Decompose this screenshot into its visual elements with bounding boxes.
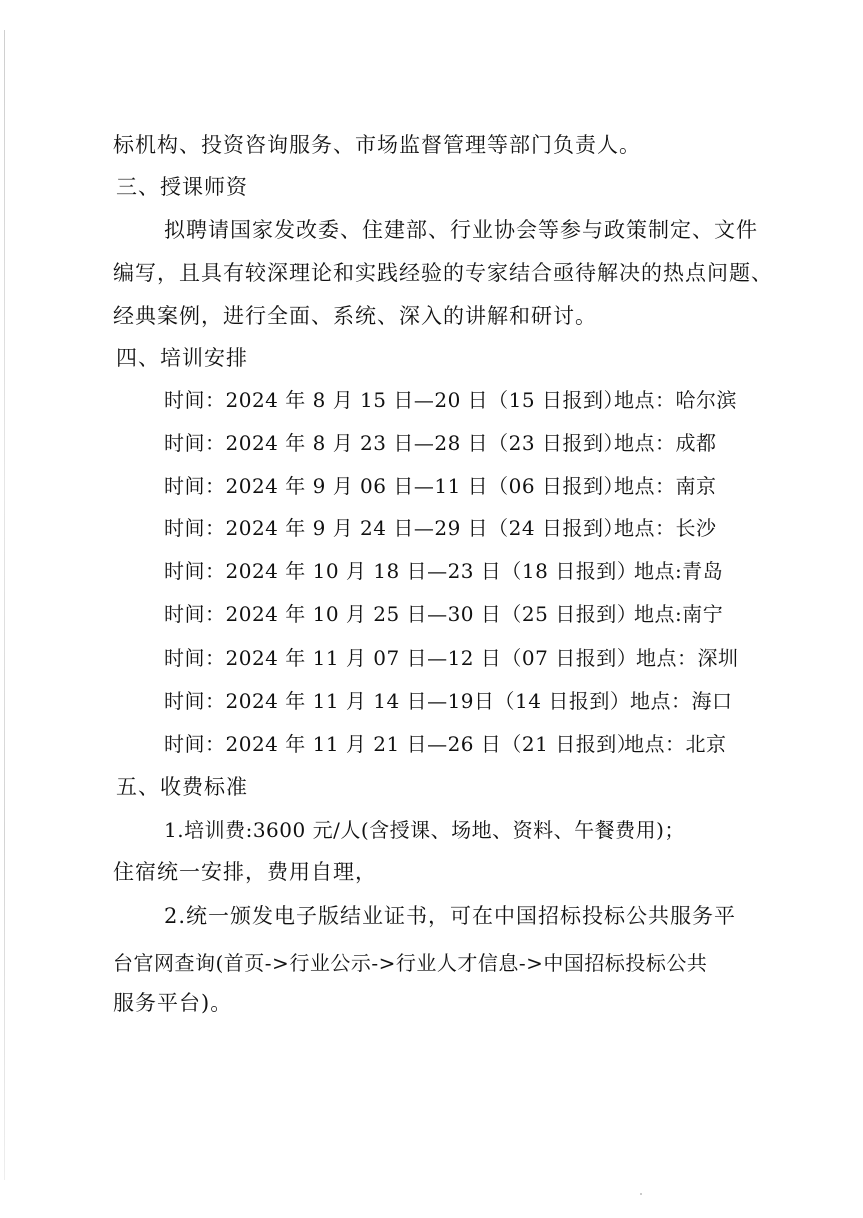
certificate-line-2: 台官网查询(首页->行业公示->行业人才信息->中国招标投标公共 <box>113 951 708 975</box>
schedule-place: 地点：成都 <box>614 431 717 455</box>
schedule-row <box>164 385 737 415</box>
schedule-place: 地点：深圳 <box>636 646 739 670</box>
schedule-time: 时间：2024 年 10 月 25 日—30 日（25 日报到） <box>164 602 638 626</box>
certificate-line-1: 2.统一颁发电子版结业证书，可在中国招标投标公共服务平 <box>164 904 737 928</box>
schedule-row <box>164 729 727 759</box>
schedule-time: 时间：2024 年 10 月 18 日—23 日（18 日报到） <box>164 559 638 583</box>
schedule-row <box>164 471 717 501</box>
schedule-place: 地点：哈尔滨 <box>614 388 737 412</box>
schedule-place: 地点：海口 <box>630 689 733 713</box>
schedule-time: 时间：2024 年 8 月 15 日—20 日（15 日报到） <box>164 388 624 412</box>
paragraph-continuation: 标机构、投资咨询服务、市场监督管理等部门负责人。 <box>113 133 641 157</box>
schedule-time: 时间：2024 年 8 月 23 日—28 日（23 日报到） <box>164 431 624 455</box>
instructors-line-3: 经典案例，进行全面、系统、深入的讲解和研讨。 <box>113 304 597 328</box>
schedule-row <box>164 428 717 458</box>
scan-edge <box>4 30 5 1180</box>
scan-speck <box>640 1193 642 1195</box>
lodging-line: 住宿统一安排，费用自理， <box>113 860 377 884</box>
schedule-time: 时间：2024 年 11 月 07 日—12 日（07 日报到） <box>164 646 638 670</box>
schedule-row <box>164 686 733 716</box>
schedule-place: 地点:青岛 <box>634 559 724 583</box>
schedule-row <box>164 556 724 586</box>
schedule-time: 时间：2024 年 11 月 21 日—26 日（21 日报到） <box>164 732 638 756</box>
schedule-time: 时间：2024 年 11 月 14 日—19日（14 日报到） <box>164 689 631 713</box>
section-heading-instructors: 三、授课师资 <box>116 175 248 199</box>
section-heading-fees: 五、收费标准 <box>116 775 248 799</box>
certificate-line-3: 服务平台)。 <box>113 991 233 1015</box>
schedule-place: 地点:南宁 <box>634 602 724 626</box>
schedule-time: 时间：2024 年 9 月 24 日—29 日（24 日报到） <box>164 516 624 540</box>
schedule-place: 地点：长沙 <box>614 516 717 540</box>
schedule-place: 地点：北京 <box>624 732 727 756</box>
schedule-row <box>164 599 724 629</box>
fee-line: 1.培训费:3600 元/人(含授课、场地、资料、午餐费用)； <box>164 818 685 842</box>
instructors-line-2: 编写，且具有较深理论和实践经验的专家结合亟待解决的热点问题、 <box>113 261 773 285</box>
schedule-row <box>164 643 739 673</box>
section-heading-schedule: 四、培训安排 <box>116 346 248 370</box>
instructors-line-1: 拟聘请国家发改委、住建部、行业协会等参与政策制定、文件 <box>164 218 758 242</box>
schedule-place: 地点：南京 <box>614 474 717 498</box>
schedule-row <box>164 513 717 543</box>
schedule-time: 时间：2024 年 9 月 06 日—11 日（06 日报到） <box>164 474 624 498</box>
